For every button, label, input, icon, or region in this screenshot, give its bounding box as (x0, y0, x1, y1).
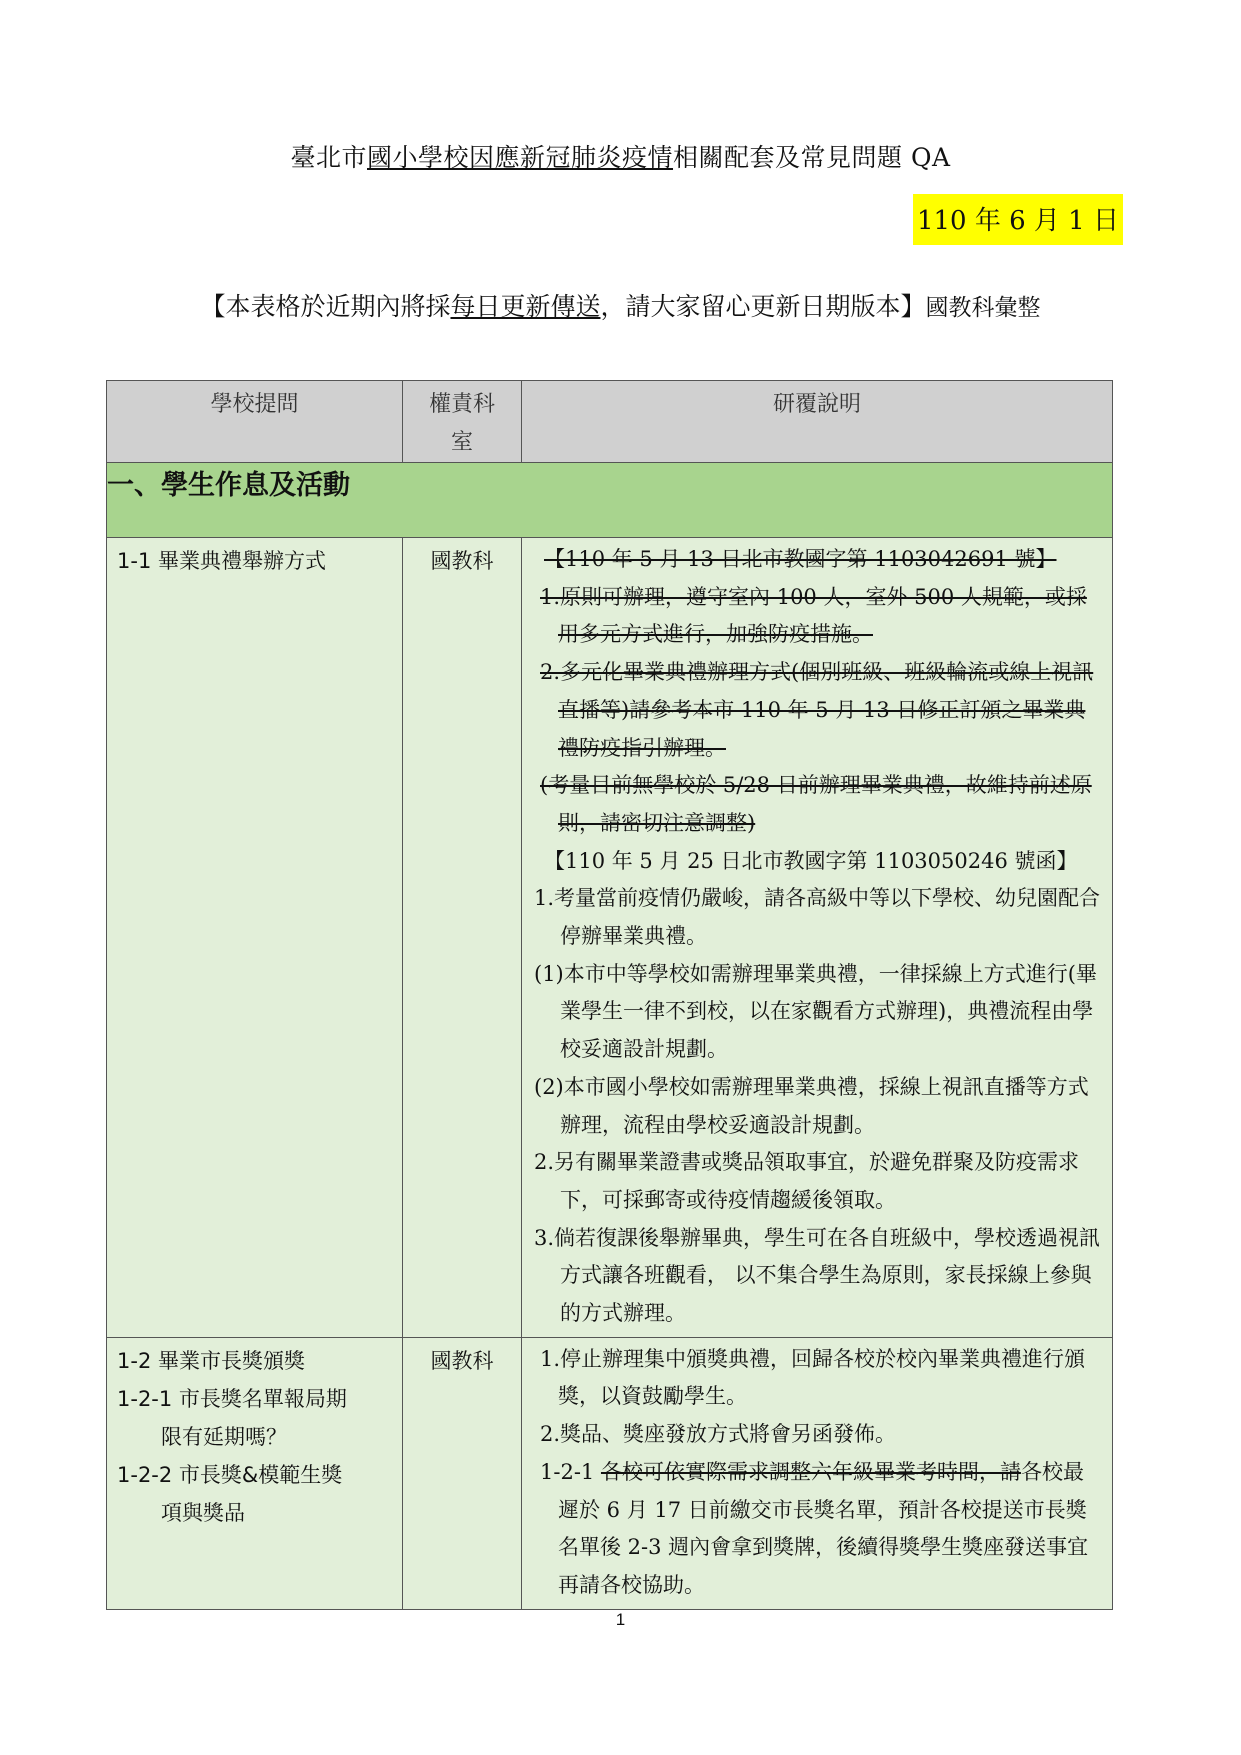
answer-line: 1.考量當前疫情仍嚴峻，請各高級中等以下學校、幼兒園配合停辦畢業典禮。 (534, 886, 1101, 949)
title-underlined: 國小學校因應新冠肺炎疫情 (367, 143, 674, 172)
notice-compiler: 國教科彙整 (925, 295, 1041, 321)
header-answer-label: 研覆說明 (772, 392, 861, 417)
answer-text (522, 538, 1112, 1337)
answer-text (522, 1338, 1112, 1609)
title-suffix: 相關配套及常見問題 QA (673, 143, 951, 172)
section-row (107, 463, 1113, 538)
header-answer (522, 381, 1113, 463)
answer-line (532, 1454, 1102, 1605)
answer-line: 1.原則可辦理，遵守室內 100 人，室外 500 人規範，或採用多元方式進行，加強防疫措施。 (540, 584, 1087, 647)
table-row (107, 538, 1113, 1338)
answer-rest-text: 各校最遲於 6 月 17 日前繳交市長獎名單，預計各校提送市長獎名單後 2-3 週內會拿到獎牌，後續得獎學生獎座發送事宜再請各校協助。 (558, 1459, 1089, 1597)
notice-prefix: 【本表格於近期內將採 (200, 292, 451, 321)
table-header-row (107, 381, 1113, 463)
document-title (0, 138, 1241, 174)
page-number: 1 (615, 1610, 626, 1629)
dept-cell (403, 1337, 522, 1609)
header-dept-line2: 室 (450, 430, 473, 455)
question-text (107, 1338, 402, 1532)
answer-line: 2.多元化畢業典禮辦理方式(個別班級、班級輪流或線上視訊直播等)請參考本市 110 年 5 月 13 日修正訂頒之畢業典禮防疫指引辦理。 (540, 660, 1094, 760)
answer-line: 2.獎品、獎座發放方式將會另函發佈。 (540, 1422, 897, 1447)
title-prefix: 臺北市 (290, 143, 367, 172)
answer-item-number: 1-2-1 (540, 1459, 601, 1484)
dept-cell (403, 538, 522, 1338)
notice-suffix-text: ，請大家留心更新日期版本】 (600, 292, 926, 321)
header-question-label: 學校提問 (210, 392, 299, 417)
answer-line: 2.另有關畢業證書或獎品領取事宜，於避免群聚及防疫需求下，可採郵寄或待疫情趨緩後領取。 (534, 1150, 1080, 1212)
question-line: 限有延期嗎？ (161, 1424, 287, 1449)
header-dept (403, 381, 522, 463)
notice-underlined: 每日更新傳送 (450, 292, 601, 321)
answer-line: (2)本市國小學校如需辦理畢業典禮，採線上視訊直播等方式辦理，流程由學校妥適設計規劃。 (534, 1074, 1089, 1137)
header-dept-label (403, 381, 521, 462)
struck-text: 各校可依實際需求調整六年級畢業考時間，請 (600, 1459, 1021, 1484)
section-title: 一、學生作息及活動 (107, 463, 1113, 538)
question-line: 1-2-1 市長獎名單報局期 (117, 1386, 347, 1411)
dept-text: 國教科 (430, 1348, 494, 1373)
qa-table (106, 380, 1113, 1610)
table-row (107, 1337, 1113, 1609)
answer-cell (522, 538, 1113, 1338)
answer-line: 1.停止辦理集中頒獎典禮，回歸各校於校內畢業典禮進行頒獎，以資鼓勵學生。 (540, 1346, 1086, 1409)
question-cell (107, 1337, 403, 1609)
question-line: 1-2-2 市長獎&模範生獎 (117, 1462, 343, 1487)
header-dept-line1: 權責科 (428, 392, 495, 417)
answer-line: (考量目前無學校於 5/28 日前辦理畢業典禮，故維持前述原則，請密切注意調整) (540, 773, 1092, 835)
header-question (107, 381, 403, 463)
question-cell (107, 538, 403, 1338)
answer-line: 3.倘若復課後舉辦畢典，學生可在各自班級中，學校透過視訊方式讓各班觀看， 以不集合學生為原則，家長採線上參與的方式辦理。 (534, 1225, 1101, 1326)
question-line: 項與獎品 (161, 1500, 245, 1525)
update-notice (0, 287, 1241, 323)
answer-line: 【110 年 5 月 13 日北市教國字第 1103042691 號】 (544, 547, 1057, 571)
question-text: 1-1 畢業典禮舉辦方式 (117, 549, 326, 573)
answer-line: 【110 年 5 月 25 日北市教國字第 1103050246 號函】 (544, 848, 1078, 873)
question-line: 1-2 畢業市長獎頒獎 (117, 1348, 305, 1373)
answer-cell (522, 1337, 1113, 1609)
document-date: 110 年 6 月 1 日 (913, 194, 1123, 245)
dept-text: 國教科 (430, 549, 494, 573)
answer-line: (1)本市中等學校如需辦理畢業典禮，一律採線上方式進行(畢業學生一律不到校，以在家觀看方式辦理)，典禮流程由學校妥適設計規劃。 (534, 961, 1097, 1062)
